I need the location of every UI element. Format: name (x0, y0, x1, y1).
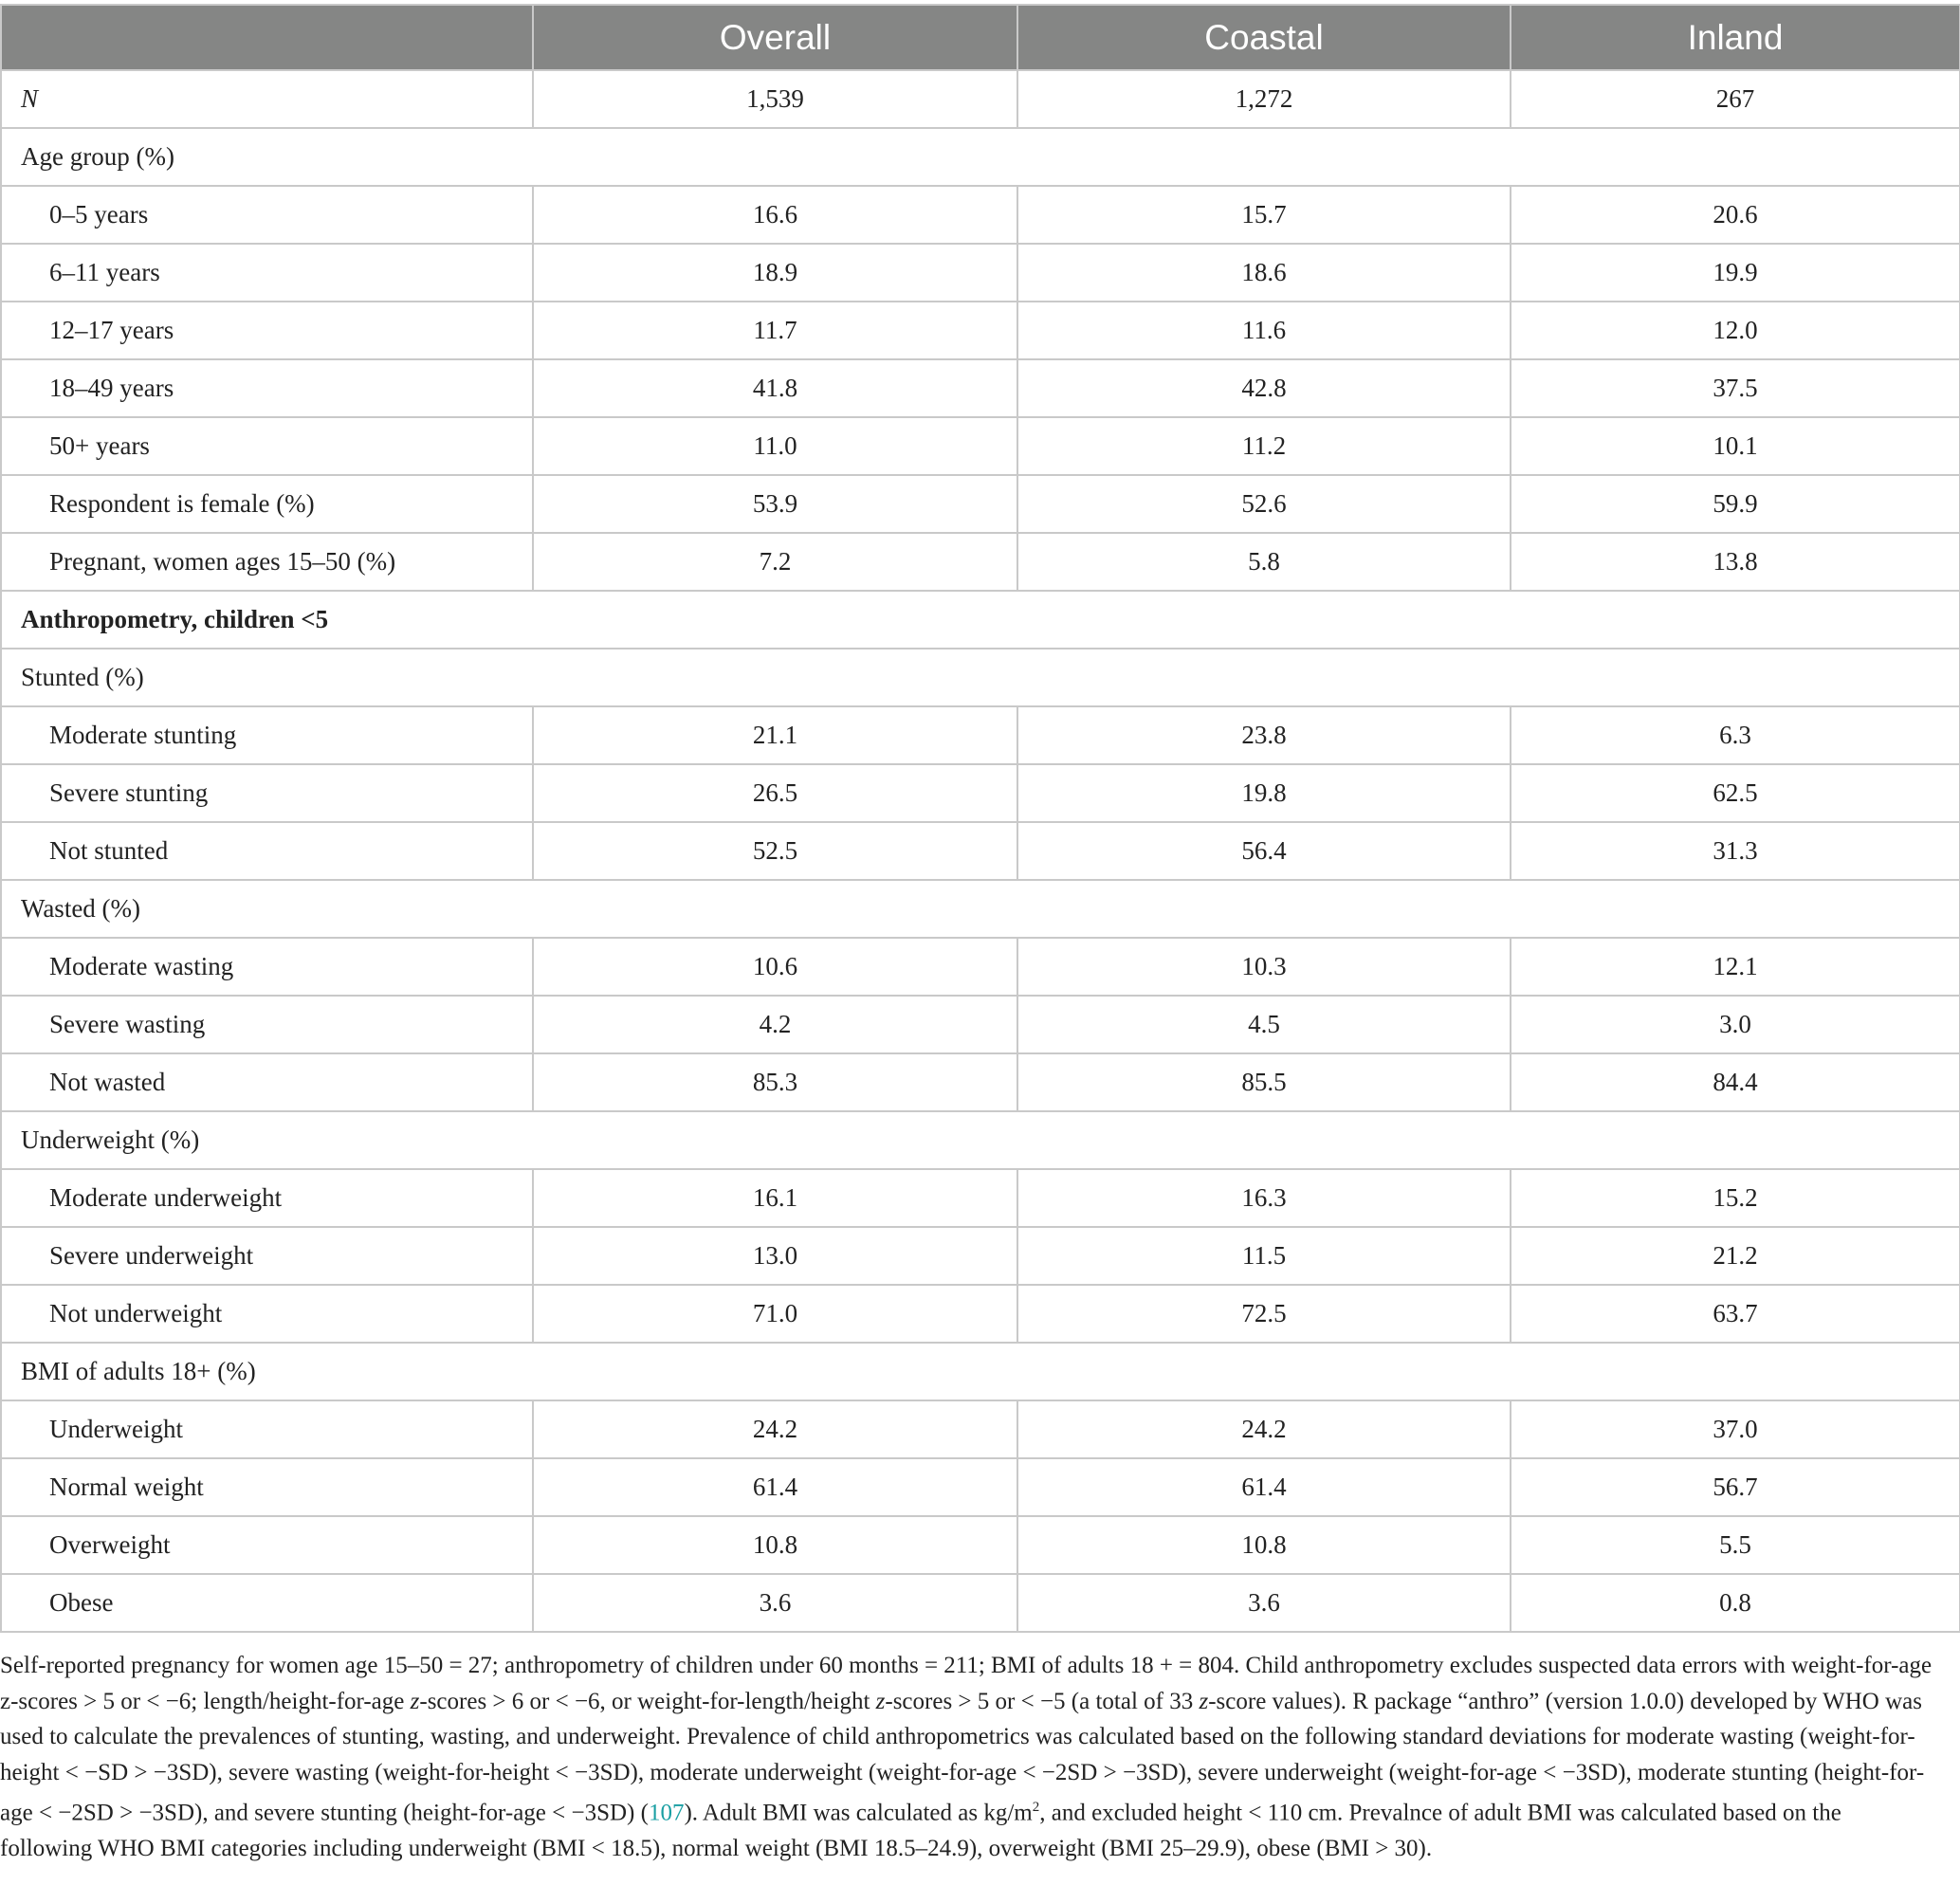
cell-inland: 15.2 (1511, 1169, 1960, 1227)
cell-inland: 37.5 (1511, 359, 1960, 417)
reference-link[interactable]: 107 (648, 1800, 685, 1826)
row-label: Obese (1, 1574, 533, 1632)
cell-overall: 13.0 (533, 1227, 1017, 1285)
cell-inland: 56.7 (1511, 1458, 1960, 1516)
cell-inland: 59.9 (1511, 475, 1960, 533)
footnote-z: z (1199, 1688, 1209, 1714)
cell-coastal: 11.6 (1017, 302, 1511, 359)
row-label: Overweight (1, 1516, 533, 1574)
row-label: Not underweight (1, 1285, 533, 1343)
row-label: Severe wasting (1, 996, 533, 1053)
cell-coastal: 16.3 (1017, 1169, 1511, 1227)
cell-coastal: 3.6 (1017, 1574, 1511, 1632)
table-row (1, 706, 1960, 764)
row-label: Pregnant, women ages 15–50 (%) (1, 533, 533, 591)
cell-overall: 41.8 (533, 359, 1017, 417)
table-row (1, 1516, 1960, 1574)
header-overall: Overall (533, 5, 1017, 70)
cell-inland: 0.8 (1511, 1574, 1960, 1632)
table-row (1, 302, 1960, 359)
section-label: Wasted (%) (1, 880, 1960, 938)
cell-inland: 62.5 (1511, 764, 1960, 822)
header-row (1, 5, 1960, 70)
cell-inland: 3.0 (1511, 996, 1960, 1053)
cell-overall: 52.5 (533, 822, 1017, 880)
section-label: Anthropometry, children <5 (1, 591, 1960, 649)
section-row-stunted (1, 649, 1960, 706)
cell-coastal: 24.2 (1017, 1400, 1511, 1458)
row-label: N (1, 70, 533, 128)
cell-overall: 7.2 (533, 533, 1017, 591)
table-header (1, 5, 1960, 70)
cell-inland: 19.9 (1511, 244, 1960, 302)
cell-coastal: 42.8 (1017, 359, 1511, 417)
cell-coastal: 85.5 (1017, 1053, 1511, 1111)
cell-overall: 16.6 (533, 186, 1017, 244)
cell-overall: 61.4 (533, 1458, 1017, 1516)
cell-coastal: 23.8 (1017, 706, 1511, 764)
row-label: Moderate stunting (1, 706, 533, 764)
section-label: BMI of adults 18+ (%) (1, 1343, 1960, 1400)
table-row (1, 1400, 1960, 1458)
header-coastal: Coastal (1017, 5, 1511, 70)
footnote-text: , and excluded height < 110 cm. Prevalnce of adult BMI was calculated based on the following WHO BMI categories including underweight (BMI < 18.5), normal weight (BMI 18.5–24.9), overweight (BMI 25–29.9), obese (BMI > 30). (0, 1800, 1841, 1861)
cell-coastal: 18.6 (1017, 244, 1511, 302)
cell-overall: 26.5 (533, 764, 1017, 822)
table-row (1, 533, 1960, 591)
footnote-superscript: 2 (1032, 1800, 1040, 1815)
cell-inland: 20.6 (1511, 186, 1960, 244)
section-row-wasted (1, 880, 1960, 938)
table-body (1, 70, 1960, 1632)
footnote-text: -score values). R package “anthro” (version 1.0.0) developed by WHO was used to calculate the prevalences of stunting, wasting, and underweight. Prevalence of child anthropometrics was calculated based on the following standard deviations for moderate wasting (weight-for-height < −SD > −3SD), severe wasting (weight-for-height < −3SD), moderate underweight (weight-for-age < −2SD > −3SD), severe underweight (weight-for-age < −3SD), moderate stunting (height-for-age < −2SD > −3SD), and severe stunting (height-for-age < −3SD) ( (0, 1688, 1925, 1826)
cell-inland: 6.3 (1511, 706, 1960, 764)
table-footnote (0, 1648, 1939, 1866)
cell-inland: 5.5 (1511, 1516, 1960, 1574)
row-label: Severe underweight (1, 1227, 533, 1285)
cell-overall: 16.1 (533, 1169, 1017, 1227)
cell-overall: 24.2 (533, 1400, 1017, 1458)
row-label: Underweight (1, 1400, 533, 1458)
cell-coastal: 61.4 (1017, 1458, 1511, 1516)
cell-inland: 12.0 (1511, 302, 1960, 359)
cell-overall: 1,539 (533, 70, 1017, 128)
row-label: 0–5 years (1, 186, 533, 244)
row-label: Moderate wasting (1, 938, 533, 996)
table-row (1, 1169, 1960, 1227)
cell-coastal: 5.8 (1017, 533, 1511, 591)
cell-inland: 21.2 (1511, 1227, 1960, 1285)
header-blank (1, 5, 533, 70)
cell-coastal: 72.5 (1017, 1285, 1511, 1343)
footnote-text: -scores > 5 or < −5 (a total of 33 (885, 1688, 1200, 1714)
footnote-z: z (410, 1688, 420, 1714)
row-label: 6–11 years (1, 244, 533, 302)
section-row-age (1, 128, 1960, 186)
cell-overall: 11.7 (533, 302, 1017, 359)
row-label: 12–17 years (1, 302, 533, 359)
footnote-text: ). Adult BMI was calculated as kg/m (684, 1800, 1033, 1826)
cell-coastal: 10.3 (1017, 938, 1511, 996)
row-label: Not stunted (1, 822, 533, 880)
table-row (1, 244, 1960, 302)
table-row (1, 996, 1960, 1053)
section-label: Underweight (%) (1, 1111, 1960, 1169)
row-label: 50+ years (1, 417, 533, 475)
cell-overall: 10.6 (533, 938, 1017, 996)
table-row (1, 1574, 1960, 1632)
table-row (1, 764, 1960, 822)
cell-coastal: 19.8 (1017, 764, 1511, 822)
cell-coastal: 15.7 (1017, 186, 1511, 244)
cell-inland: 267 (1511, 70, 1960, 128)
table-row-n (1, 70, 1960, 128)
cell-inland: 10.1 (1511, 417, 1960, 475)
footnote-z: z (875, 1688, 886, 1714)
footnote-text: Self-reported pregnancy for women age 15–50 = 27; anthropometry of children under 60 months = 211; BMI of adults 18 + = 804. Child anthropometry excludes suspected data errors with weight-for-age z-scores > 5 or < −6; length/height-for-age (0, 1653, 1933, 1714)
row-label: Respondent is female (%) (1, 475, 533, 533)
cell-coastal: 1,272 (1017, 70, 1511, 128)
section-row-bmi (1, 1343, 1960, 1400)
table-row (1, 417, 1960, 475)
cell-overall: 18.9 (533, 244, 1017, 302)
cell-coastal: 52.6 (1017, 475, 1511, 533)
data-table (0, 4, 1960, 1633)
table-row (1, 1227, 1960, 1285)
cell-inland: 37.0 (1511, 1400, 1960, 1458)
cell-overall: 10.8 (533, 1516, 1017, 1574)
table-row (1, 359, 1960, 417)
cell-coastal: 10.8 (1017, 1516, 1511, 1574)
section-row-anthropometry (1, 591, 1960, 649)
table-row (1, 1458, 1960, 1516)
cell-overall: 11.0 (533, 417, 1017, 475)
header-inland: Inland (1511, 5, 1960, 70)
cell-overall: 3.6 (533, 1574, 1017, 1632)
footnote-text: -scores > 6 or < −6, or weight-for-length/height (419, 1688, 876, 1714)
row-label: 18–49 years (1, 359, 533, 417)
cell-inland: 12.1 (1511, 938, 1960, 996)
table-row (1, 1285, 1960, 1343)
table-row (1, 1053, 1960, 1111)
section-row-underweight (1, 1111, 1960, 1169)
table-row (1, 822, 1960, 880)
table-row (1, 186, 1960, 244)
cell-overall: 71.0 (533, 1285, 1017, 1343)
cell-overall: 21.1 (533, 706, 1017, 764)
cell-coastal: 4.5 (1017, 996, 1511, 1053)
cell-overall: 4.2 (533, 996, 1017, 1053)
row-label: Normal weight (1, 1458, 533, 1516)
table-row (1, 475, 1960, 533)
cell-overall: 85.3 (533, 1053, 1017, 1111)
section-label: Stunted (%) (1, 649, 1960, 706)
row-label: Moderate underweight (1, 1169, 533, 1227)
cell-inland: 31.3 (1511, 822, 1960, 880)
cell-overall: 53.9 (533, 475, 1017, 533)
cell-coastal: 11.5 (1017, 1227, 1511, 1285)
row-label: Severe stunting (1, 764, 533, 822)
cell-coastal: 11.2 (1017, 417, 1511, 475)
cell-inland: 84.4 (1511, 1053, 1960, 1111)
row-label: Not wasted (1, 1053, 533, 1111)
cell-inland: 13.8 (1511, 533, 1960, 591)
section-label: Age group (%) (1, 128, 1960, 186)
table-row (1, 938, 1960, 996)
cell-coastal: 56.4 (1017, 822, 1511, 880)
cell-inland: 63.7 (1511, 1285, 1960, 1343)
